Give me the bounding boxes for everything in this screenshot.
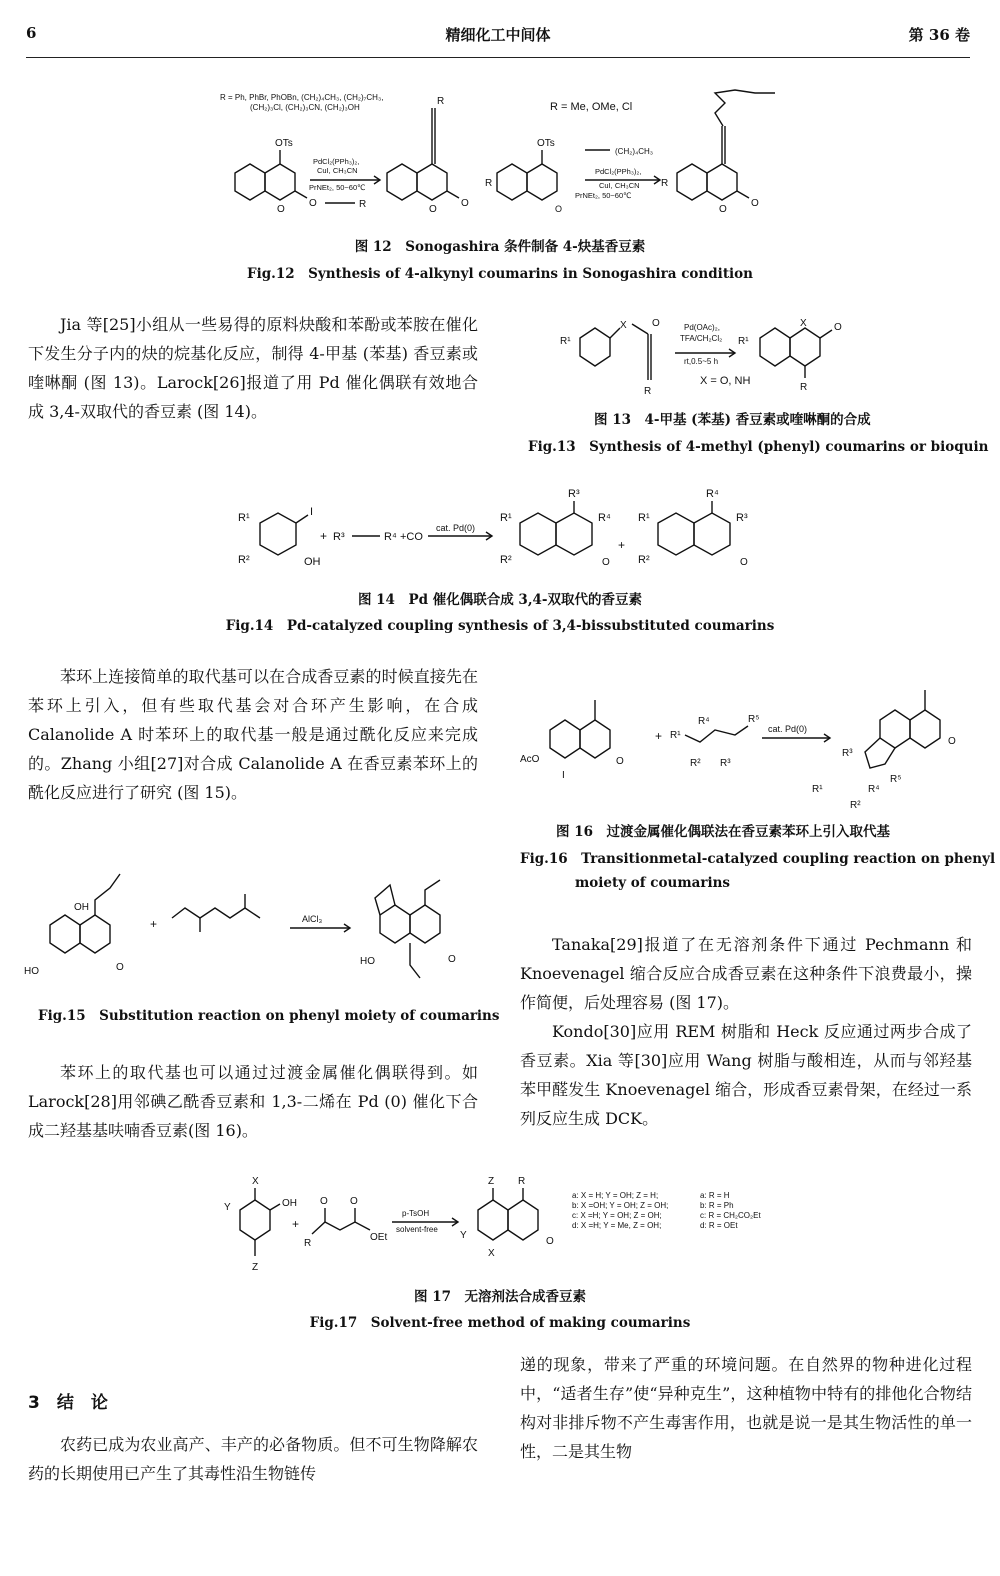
fig12-caption-cn: 图 12 Sonogashira 条件制备 4-炔基香豆素	[354, 239, 646, 255]
fig17-legend-item: d: X =H; Y = Me, Z = OH;	[572, 1221, 662, 1230]
fig16-r1: R¹	[670, 730, 681, 741]
fig16-aco: AcO	[520, 754, 540, 765]
fig15-oh: OH	[74, 902, 89, 913]
fig12-reagent-1: PdCl₂(PPh₃)₂,	[313, 157, 360, 166]
figure-16-scheme	[520, 680, 980, 810]
paragraph-6	[520, 1350, 972, 1466]
paragraph-2-text: 苯环上连接简单的取代基可以在合成香豆素的时候直接先在苯环上引入，但有些取代基会对合环产生影响，在合成 Calanolide A 时苯环上的取代基一般是通过酰化反应来完成的。Zhang 小组[27]对合成 Calanolide A 在香豆素苯环上的酰化反应进行了研究 (图 15)。	[28, 667, 478, 802]
fig17-x-product: X	[488, 1248, 495, 1259]
fig12-caption-en: Fig.12 Synthesis of 4-alkynyl coumarins in Sonogashira condition	[246, 266, 753, 282]
fig14-p1-r1: R¹	[500, 512, 512, 524]
fig17-legend-r-item: c: R = CH₂CO₂Et	[700, 1211, 761, 1220]
fig14-i: I	[310, 506, 314, 518]
fig16-plus: +	[655, 729, 663, 743]
fig13-caption-cn: 图 13 4-甲基 (苯基) 香豆素或喹啉酮的合成	[594, 412, 871, 428]
section-3-title: 3 结 论	[28, 1393, 108, 1413]
fig12-reagent-2: CuI, CH₃CN	[317, 166, 358, 175]
fig14-p2-r4: R⁴	[706, 488, 719, 500]
fig15-o-product: O	[448, 954, 456, 965]
fig16-caption-en-1: Fig.16 Transitionmetal-catalyzed coupling reaction on phenyl	[520, 851, 996, 867]
fig17-z-product: Z	[488, 1176, 495, 1187]
fig15-o: O	[116, 962, 124, 973]
fig16-caption-en-2: moiety of coumarins	[575, 875, 731, 891]
fig14-caption-en: Fig.14 Pd-catalyzed coupling synthesis of 3,4-bissubstituted coumarins	[225, 618, 775, 634]
fig13-reagent-1: Pd(OAc)₂,	[684, 323, 720, 332]
paragraph-1-text: Jia 等[25]小组从一些易得的原料炔酸和苯酚或苯胺在催化下发生分子内的炔的烷基化反应，制得 4-甲基 (苯基) 香豆素或喹啉酮 (图 13)。Larock[26]报道了用 Pd 催化偶联有效地合成 3,4-双取代的香豆素 (图 14)。	[28, 315, 478, 421]
fig17-legend-r-item: a: R = H	[700, 1191, 730, 1200]
fig16-r2-product: R²	[850, 800, 861, 810]
fig12-reagent-r2: CuI, CH₃CN	[599, 181, 640, 190]
fig15-reagent: AlCl₃	[302, 914, 323, 924]
fig12-o-carbonyl-left: O	[309, 198, 317, 209]
figure-15-scheme	[20, 860, 490, 990]
fig17-o-product: O	[546, 1236, 554, 1247]
fig17-oh: OH	[282, 1198, 297, 1209]
fig12-r-right: R = Me, OMe, Cl	[550, 101, 633, 113]
fig15-ho: HO	[24, 966, 39, 977]
fig15-plus: +	[150, 917, 158, 931]
fig14-plus-1: +	[320, 529, 328, 543]
fig16-r1-product: R¹	[812, 784, 823, 795]
fig14-plus-2: +	[618, 538, 626, 552]
fig14-p1-o: O	[602, 557, 610, 568]
fig17-r: R	[304, 1238, 312, 1249]
fig17-caption-en: Fig.17 Solvent-free method of making coumarins	[309, 1315, 691, 1331]
fig16-o-product: O	[948, 736, 956, 747]
fig17-legend-item: b: X =OH; Y = OH; Z = OH;	[572, 1201, 669, 1210]
fig14-cat: cat. Pd(0)	[436, 523, 476, 533]
volume-label: 第 36 卷	[908, 26, 970, 44]
fig17-o-2: O	[350, 1196, 358, 1207]
fig13-caption-en: Fig.13 Synthesis of 4-methyl (phenyl) coumarins or bioquin	[528, 439, 989, 455]
fig13-reagent-2: TFA/CH₂Cl₂	[680, 334, 723, 343]
fig17-legend-r-item: d: R = OEt	[700, 1221, 738, 1230]
fig17-y-product: Y	[460, 1230, 467, 1241]
fig13-r1-product: R¹	[738, 336, 749, 347]
paragraph-4-text-1: Tanaka[29]报道了在无溶剂条件下通过 Pechmann 和 Knoevenagel 缩合反应合成香豆素在这种条件下浪费最小，操作简便，后处理容易 (图 17)。	[520, 935, 972, 1012]
journal-title: 精细化工中间体	[445, 26, 551, 44]
fig12-alkyne-r: R	[359, 199, 367, 210]
fig14-r2: R²	[238, 554, 250, 566]
fig16-r4-product: R⁴	[868, 784, 880, 795]
fig17-legend-r-item: b: R = Ph	[700, 1201, 734, 1210]
page-number: 6	[26, 24, 37, 42]
paragraph-6-text: 递的现象，带来了严重的环境问题。在自然界的物种进化过程中，“适者生存”使“异种克生”，这种植物中特有的排他化合物结构对非排斥物不产生毒害作用，也就是说一是其生物活性的单一性，二是其生物	[520, 1355, 972, 1461]
fig14-r4: R⁴	[384, 531, 397, 543]
fig12-ots-left: OTs	[275, 138, 293, 149]
fig15-caption-en: Fig.15 Substitution reaction on phenyl moiety of coumarins	[38, 1008, 500, 1024]
fig17-oet: OEt	[370, 1232, 388, 1243]
fig12-o-carbonyl-product: O	[461, 198, 469, 209]
fig14-p2-r2: R²	[638, 554, 650, 566]
paragraph-4-text-2: Kondo[30]应用 REM 树脂和 Heck 反应通过两步合成了香豆素。Xia 等[30]应用 Wang 树脂与酸相连，从而与邻羟基苯甲醛发生 Knoevenagel 缩合，形成香豆素骨架，在经过一系列反应生成 DCK。	[520, 1022, 972, 1128]
fig14-p1-r4: R⁴	[598, 512, 611, 524]
fig13-o-product: O	[834, 322, 842, 333]
fig14-oh: OH	[304, 556, 321, 568]
fig12-r-list-2: (CH₂)₃Cl, (CH₂)₃CN, (CH₂)₃OH	[250, 103, 360, 112]
fig12-reagent-r3: PrNEt₂, 50~60℃	[575, 191, 632, 200]
fig12-reagent-3: PrNEt₂, 50~60℃	[309, 183, 366, 192]
fig12-product-r: R	[437, 96, 445, 107]
fig13-o: O	[652, 318, 660, 329]
fig14-r1: R¹	[238, 512, 250, 524]
fig12-o-ring-left: O	[277, 204, 285, 215]
fig13-xval: X = O, NH	[700, 375, 751, 387]
page-header	[26, 24, 970, 64]
header-rule	[26, 57, 970, 58]
fig16-i: I	[562, 770, 565, 781]
fig12-o-right: O	[555, 204, 563, 214]
fig17-plus: +	[292, 1217, 300, 1231]
fig17-legend-item: a: X = H; Y = OH; Z = H;	[572, 1191, 659, 1200]
fig14-r3: R³	[333, 531, 345, 543]
paragraph-3	[28, 1058, 478, 1145]
fig16-cat: cat. Pd(0)	[768, 724, 808, 734]
fig17-x: X	[252, 1176, 259, 1187]
paragraph-3-text: 苯环上的取代基也可以通过过渡金属催化偶联得到。如 Larock[28]用邻碘乙酰香豆素和 1,3-二烯在 Pd (0) 催化下合成二羟基基呋喃香豆素(图 16)。	[28, 1063, 478, 1140]
paragraph-1	[28, 310, 478, 426]
fig17-r-product: R	[518, 1176, 526, 1187]
paragraph-5-text: 农药已成为农业高产、丰产的必备物质。但不可生物降解农药的长期使用已产生了其毒性沿生物链传	[28, 1435, 478, 1483]
fig17-reagent-1: p-TsOH	[402, 1209, 430, 1218]
figure-13-scheme	[560, 308, 920, 403]
fig14-p2-r3: R³	[736, 512, 748, 524]
fig12-reagent-r1: PdCl₂(PPh₃)₂,	[595, 167, 642, 176]
figure-12-scheme	[215, 88, 785, 218]
fig16-r4: R⁴	[698, 716, 710, 727]
fig12-r-list-1: R = Ph, PhBr, PhOBn, (CH₂)₄CH₃, (CH₂)₇CH₃,	[220, 93, 384, 102]
fig12-rsub-left: R	[485, 178, 493, 189]
fig14-p1-r3: R³	[568, 488, 580, 500]
fig14-p2-r1: R¹	[638, 512, 650, 524]
fig17-y: Y	[224, 1202, 231, 1213]
fig13-reagent-3: rt,0.5~5 h	[684, 357, 719, 366]
fig15-ho-product: HO	[360, 956, 375, 967]
fig13-x: X	[620, 320, 627, 331]
fig14-co: +CO	[400, 531, 423, 543]
fig16-r5: R⁵	[748, 714, 760, 725]
fig17-o-1: O	[320, 1196, 328, 1207]
fig14-p1-r2: R²	[500, 554, 512, 566]
fig17-z: Z	[252, 1262, 259, 1273]
paragraph-5	[28, 1430, 478, 1488]
fig12-alkyne-right: (CH₂)₄CH₃	[615, 147, 654, 156]
fig13-r: R	[644, 386, 652, 397]
fig14-p2-o: O	[740, 557, 748, 568]
fig13-r1: R¹	[560, 336, 571, 347]
figure-14-scheme	[230, 485, 780, 575]
fig13-x-product: X	[800, 318, 807, 329]
fig12-ots-right: OTs	[537, 138, 555, 149]
fig12-o-ring-product: O	[429, 204, 437, 215]
fig17-legend-item: c: X =H; Y = OH; Z = OH;	[572, 1211, 662, 1220]
fig12-rsub-right: R	[661, 178, 669, 189]
fig16-o: O	[616, 756, 624, 767]
fig12-o-carbonyl-right-product: O	[751, 198, 759, 209]
fig17-caption-cn: 图 17 无溶剂法合成香豆素	[414, 1289, 586, 1305]
fig14-caption-cn: 图 14 Pd 催化偶联合成 3,4-双取代的香豆素	[357, 592, 643, 608]
fig13-r-product: R	[800, 382, 808, 393]
paragraph-4	[520, 930, 972, 1133]
figure-17-scheme	[220, 1170, 800, 1280]
fig16-r5-product: R⁵	[890, 774, 902, 785]
fig16-r3-product: R³	[842, 748, 853, 759]
fig17-reagent-2: solvent-free	[396, 1225, 438, 1234]
fig12-o-ring-right-product: O	[719, 204, 727, 215]
fig16-caption-cn: 图 16 过渡金属催化偶联法在香豆素苯环上引入取代基	[556, 824, 890, 840]
fig16-r3: R³	[720, 758, 731, 769]
paragraph-2	[28, 662, 478, 807]
fig16-r2: R²	[690, 758, 701, 769]
